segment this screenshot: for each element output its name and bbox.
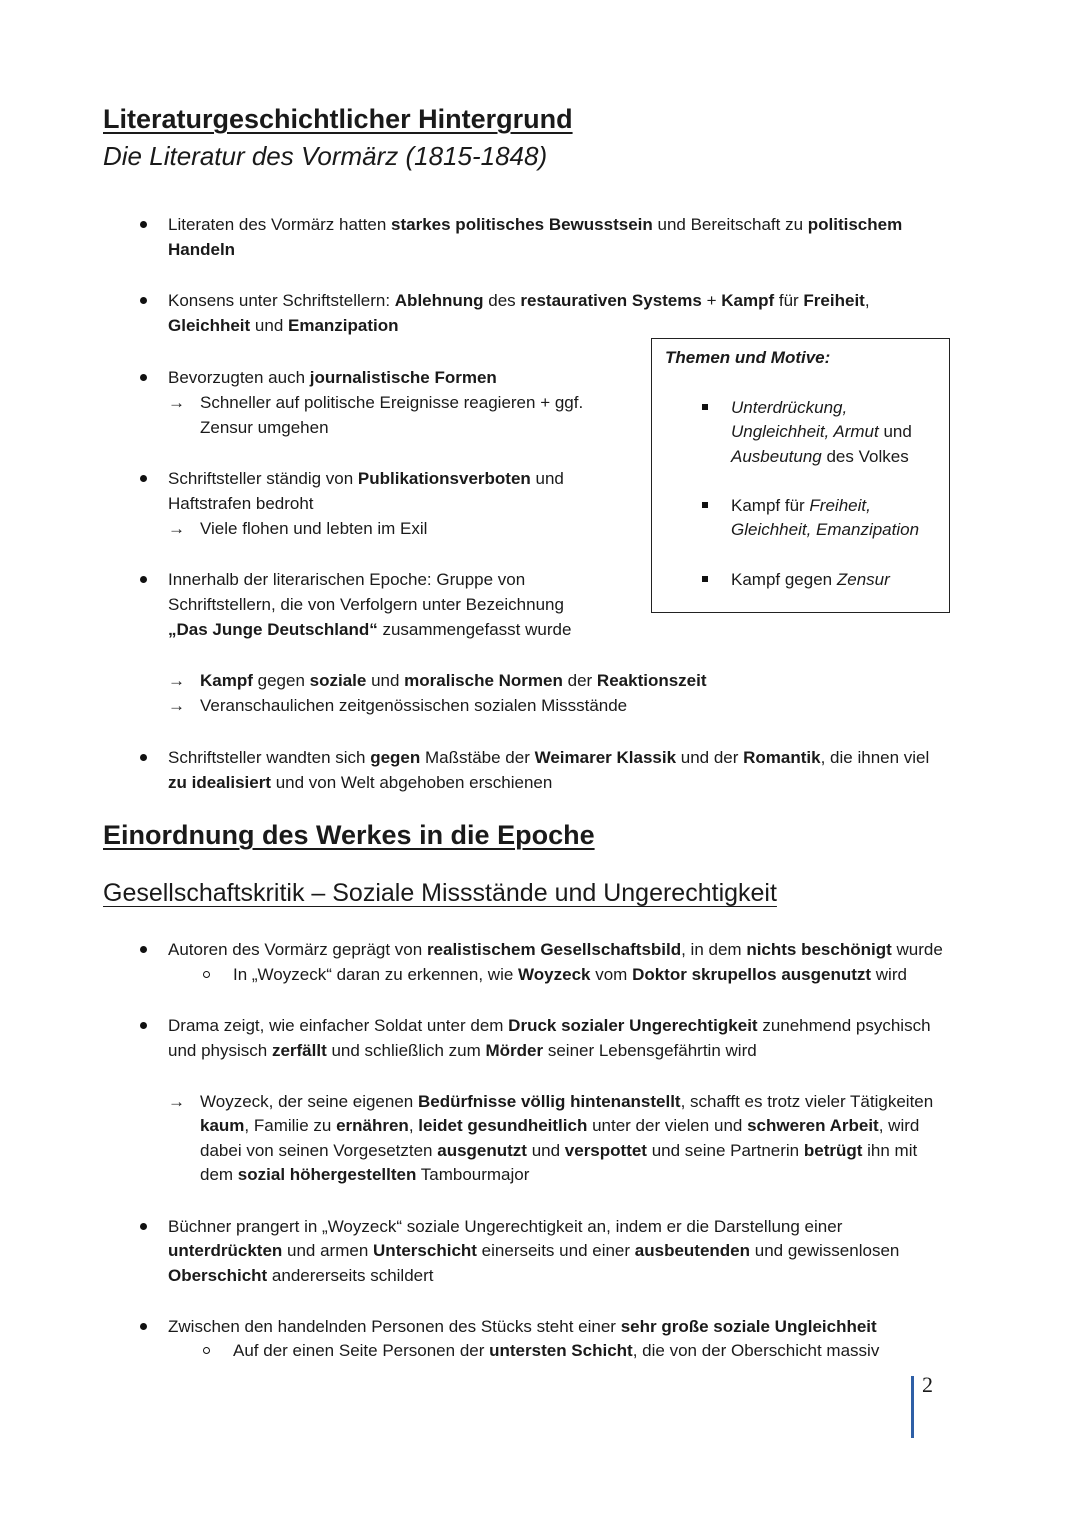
bullet-icon — [140, 576, 147, 583]
list-item-cont: „Das Junge Deutschland“ zusammengefasst wurde — [168, 620, 572, 639]
theme-item-cont: Gleichheit, Emanzipation — [731, 520, 920, 539]
list-item-cont: zu idealisiert und von Welt abgehoben erschienen — [168, 773, 553, 792]
page-number: 2 — [922, 1372, 933, 1397]
theme-item: Unterdrückung, — [731, 398, 848, 417]
list-item-cont: Schneller auf politische Ereignisse reagieren + ggf. — [200, 393, 584, 412]
page-title: Literaturgeschichtlicher Hintergrund — [103, 104, 573, 134]
list-item-cont: Zensur umgehen — [200, 418, 329, 437]
list-item-cont: dabei von seinen Vorgesetzten ausgenutzt und verspottet und seine Partnerin betrügt ihn mit — [200, 1141, 918, 1160]
theme-item-cont: Ungleichheit, Armut und — [731, 422, 912, 441]
circle-bullet-icon — [203, 1347, 210, 1354]
circle-bullet-icon — [203, 971, 210, 978]
arrow-right-icon: → — [168, 1092, 185, 1111]
theme-item: Kampf gegen Zensur — [731, 570, 890, 589]
list-item-cont: und physisch zerfällt und schließlich zum Mörder seiner Lebensgefährtin wird — [168, 1041, 757, 1060]
list-item-cont: Oberschicht andererseits schildert — [168, 1266, 434, 1285]
list-item-cont: kaum, Familie zu ernähren, leidet gesundheitlich unter der vielen und schweren Arbeit, wird — [200, 1116, 920, 1135]
list-item-cont: Schriftstellern, die von Verfolgern unter Bezeichnung — [168, 595, 564, 614]
list-item: Literaten des Vormärz hatten starkes politisches Bewusstsein und Bereitschaft zu politischem — [168, 215, 903, 234]
bullet-icon — [140, 946, 147, 953]
list-item: Büchner prangert in „Woyzeck“ soziale Ungerechtigkeit an, indem er die Darstellung einer — [168, 1217, 843, 1236]
arrow-right-icon: → — [168, 696, 185, 715]
bullet-icon — [140, 1223, 147, 1230]
square-bullet-icon — [702, 576, 708, 582]
list-item-cont: Handeln — [168, 240, 236, 259]
square-bullet-icon — [702, 502, 708, 508]
theme-item-cont: Ausbeutung des Volkes — [731, 447, 909, 466]
list-item: Schriftsteller ständig von Publikationsverboten und — [168, 469, 564, 488]
bullet-icon — [140, 475, 147, 482]
sub-list-item: In „Woyzeck“ daran zu erkennen, wie Woyzeck vom Doktor skrupellos ausgenutzt wird — [233, 965, 907, 984]
section-subtitle: Gesellschaftskritik – Soziale Missstände und Ungerechtigkeit — [103, 879, 777, 907]
bullet-icon — [140, 754, 147, 761]
square-bullet-icon — [702, 404, 708, 410]
list-item-cont: unterdrückten und armen Unterschicht einerseits und einer ausbeutenden und gewissenlosen — [168, 1241, 900, 1260]
list-item: Innerhalb der literarischen Epoche: Gruppe von — [168, 570, 526, 589]
sub-list-item: Auf der einen Seite Personen der untersten Schicht, die von der Oberschicht massiv — [233, 1341, 880, 1360]
bullet-icon — [140, 221, 147, 228]
list-item-cont: Gleichheit und Emanzipation — [168, 316, 399, 335]
bullet-icon — [140, 297, 147, 304]
list-item: Konsens unter Schriftstellern: Ablehnung des restaurativen Systems + Kampf für Freiheit, — [168, 291, 870, 310]
list-item-cont: Woyzeck, der seine eigenen Bedürfnisse völlig hintenanstellt, schafft es trotz vieler Tätigkeiten — [200, 1092, 934, 1111]
page-subtitle: Die Literatur des Vormärz (1815-1848) — [103, 141, 548, 171]
list-item: Bevorzugten auch journalistische Formen — [168, 368, 497, 387]
list-item-cont: Haftstrafen bedroht — [168, 494, 314, 513]
arrow-right-icon: → — [168, 671, 185, 690]
list-item: Drama zeigt, wie einfacher Soldat unter dem Druck sozialer Ungerechtigkeit zunehmend psychisch — [168, 1016, 931, 1035]
page-number-bar — [911, 1376, 914, 1438]
bullet-icon — [140, 1022, 147, 1029]
bullet-icon — [140, 374, 147, 381]
section-title: Einordnung des Werkes in die Epoche — [103, 820, 595, 850]
theme-item: Kampf für Freiheit, — [731, 496, 871, 515]
list-item-cont: Veranschaulichen zeitgenössischen sozialen Missstände — [200, 696, 628, 715]
arrow-right-icon: → — [168, 393, 185, 412]
list-item: Schriftsteller wandten sich gegen Maßstäbe der Weimarer Klassik und der Romantik, die ihnen viel — [168, 748, 930, 767]
bullet-icon — [140, 1323, 147, 1330]
list-item: Autoren des Vormärz geprägt von realistischem Gesellschaftsbild, in dem nichts beschönigt wurde — [168, 940, 943, 959]
themes-box-title: Themen und Motive: — [665, 348, 831, 367]
arrow-right-icon: → — [168, 519, 185, 538]
list-item-cont: Viele flohen und lebten im Exil — [200, 519, 428, 538]
list-item-cont: Kampf gegen soziale und moralische Normen der Reaktionszeit — [200, 671, 707, 690]
list-item: Zwischen den handelnden Personen des Stücks steht einer sehr große soziale Ungleichheit — [168, 1317, 877, 1336]
list-item-cont: dem sozial höhergestellten Tambourmajor — [200, 1165, 530, 1184]
